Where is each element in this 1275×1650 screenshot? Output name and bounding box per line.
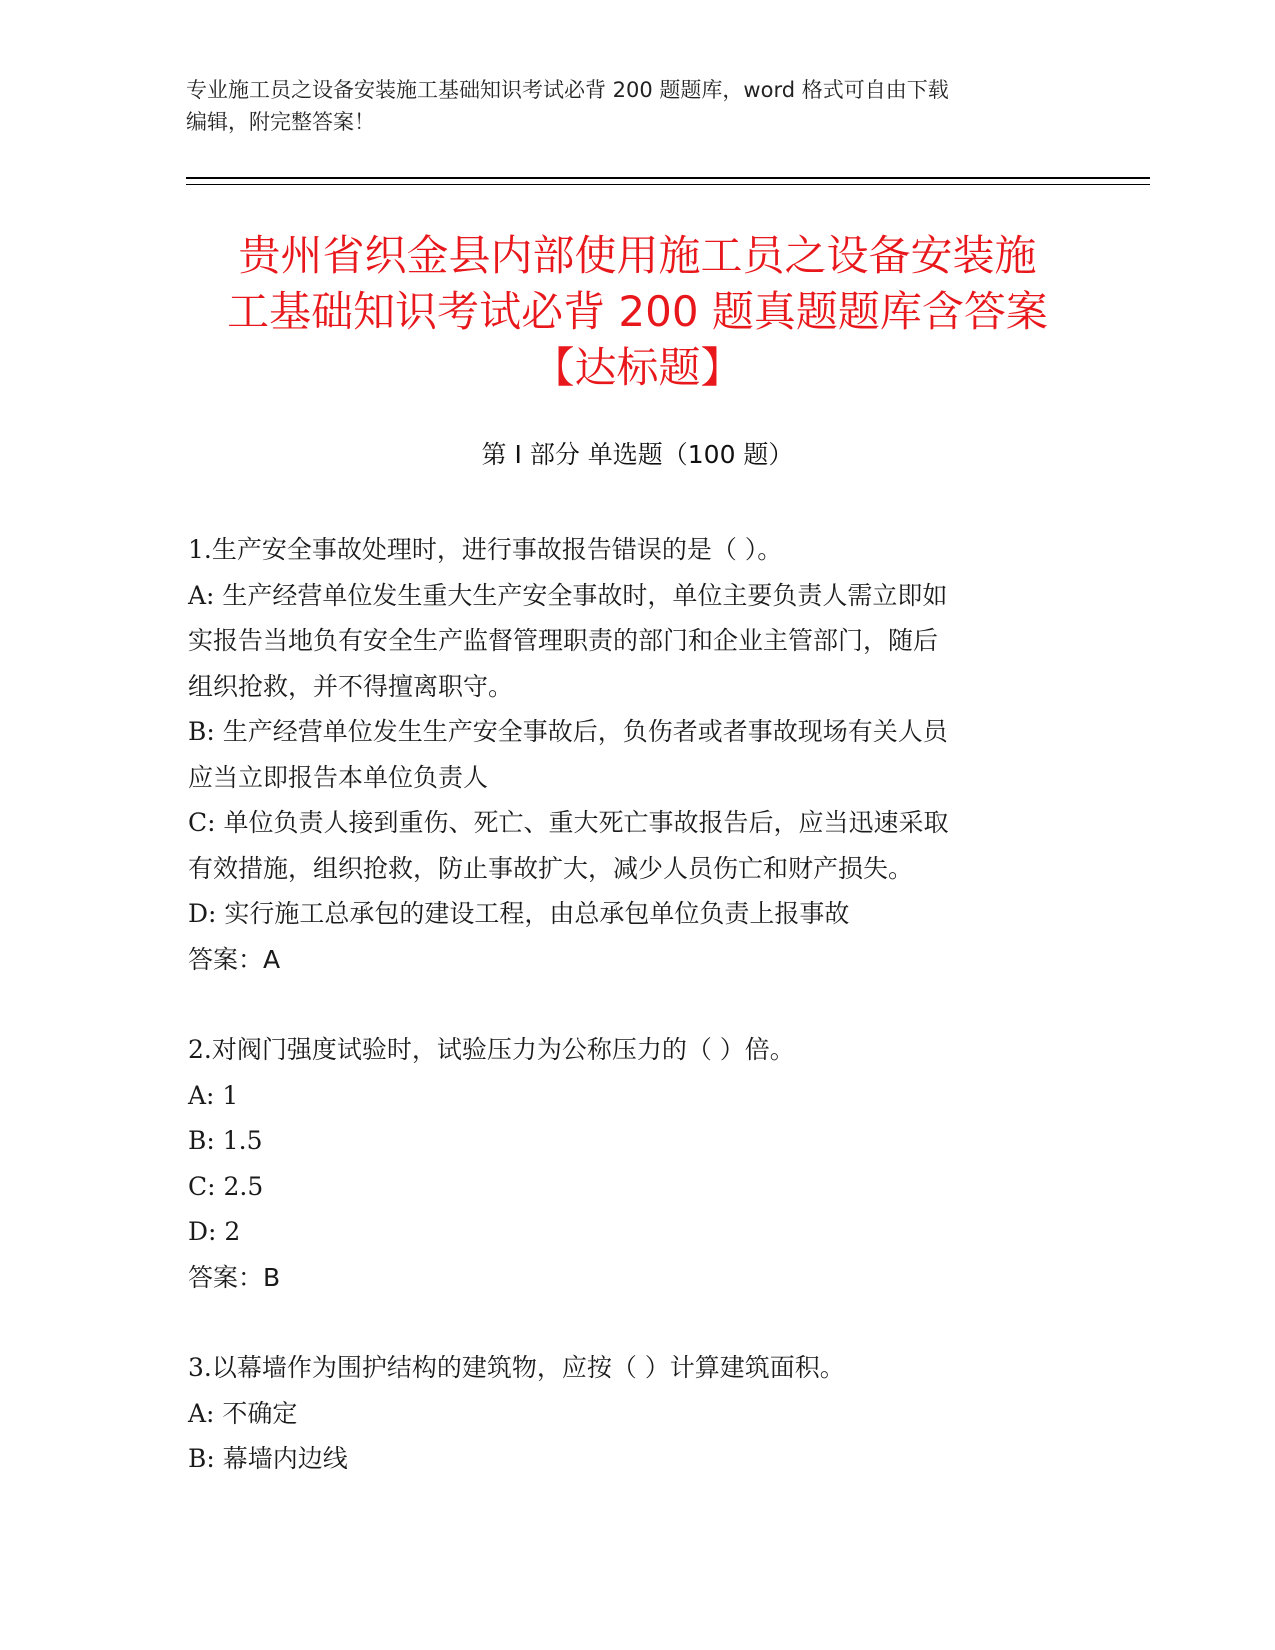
option-a: A: 1 [188, 1080, 239, 1110]
option-a: A: 生产经营单位发生重大生产安全事故时，单位主要负责人需立即如 [188, 580, 948, 610]
question-3 [188, 1345, 1068, 1482]
header-divider-thick [186, 177, 1150, 179]
option-c: C: 单位负责人接到重伤、死亡、重大死亡事故报告后，应当迅速采取 [188, 808, 949, 837]
section-heading: 第 I 部分 单选题（100 题） [481, 440, 794, 469]
answer-key: 答案：B [188, 1262, 281, 1292]
option-b: B: 生产经营单位发生生产安全事故后，负伤者或者事故现场有关人员 [188, 717, 948, 746]
option-c-continued: 有效措施，组织抢救，防止事故扩大，减少人员伤亡和财产损失。 [188, 853, 914, 883]
document-title [150, 228, 1125, 396]
header-divider-thin [186, 184, 1150, 185]
question-spacer [188, 1300, 1068, 1345]
answer-key: 答案：A [188, 944, 281, 974]
option-a-continued: 组织抢救，并不得擅离职守。 [188, 671, 514, 701]
title-line: 贵州省织金县内部使用施工员之设备安装施 [238, 231, 1037, 280]
option-c: C: 2.5 [188, 1171, 264, 1201]
option-a: A: 不确定 [188, 1398, 298, 1428]
option-b: B: 1.5 [188, 1126, 263, 1155]
question-1 [188, 527, 1068, 982]
question-list [188, 527, 1068, 1482]
question-2 [188, 1027, 1068, 1300]
question-spacer [188, 982, 1068, 1027]
question-stem: 1.生产安全事故处理时，进行事故报告错误的是（ ）。 [188, 535, 783, 564]
option-b: B: 幕墙内边线 [188, 1444, 348, 1473]
question-stem: 3.以幕墙作为围护结构的建筑物，应按（ ）计算建筑面积。 [188, 1353, 845, 1382]
option-a-continued: 实报告当地负有安全生产监督管理职责的部门和企业主管部门，随后 [188, 626, 939, 655]
header-note [186, 74, 1086, 138]
header-note-line: 专业施工员之设备安装施工基础知识考试必背 200 题题库，word 格式可自由下载 [186, 78, 949, 102]
title-line: 工基础知识考试必背 200 题真题题库含答案 [227, 287, 1048, 336]
option-d: D: 实行施工总承包的建设工程，由总承包单位负责上报事故 [188, 899, 850, 928]
option-d: D: 2 [188, 1217, 241, 1246]
question-stem: 2.对阀门强度试验时，试验压力为公称压力的（ ）倍。 [188, 1035, 795, 1064]
title-line: 【达标题】 [532, 343, 743, 392]
option-b-continued: 应当立即报告本单位负责人 [188, 762, 489, 792]
header-note-line: 编辑，附完整答案！ [186, 110, 375, 134]
